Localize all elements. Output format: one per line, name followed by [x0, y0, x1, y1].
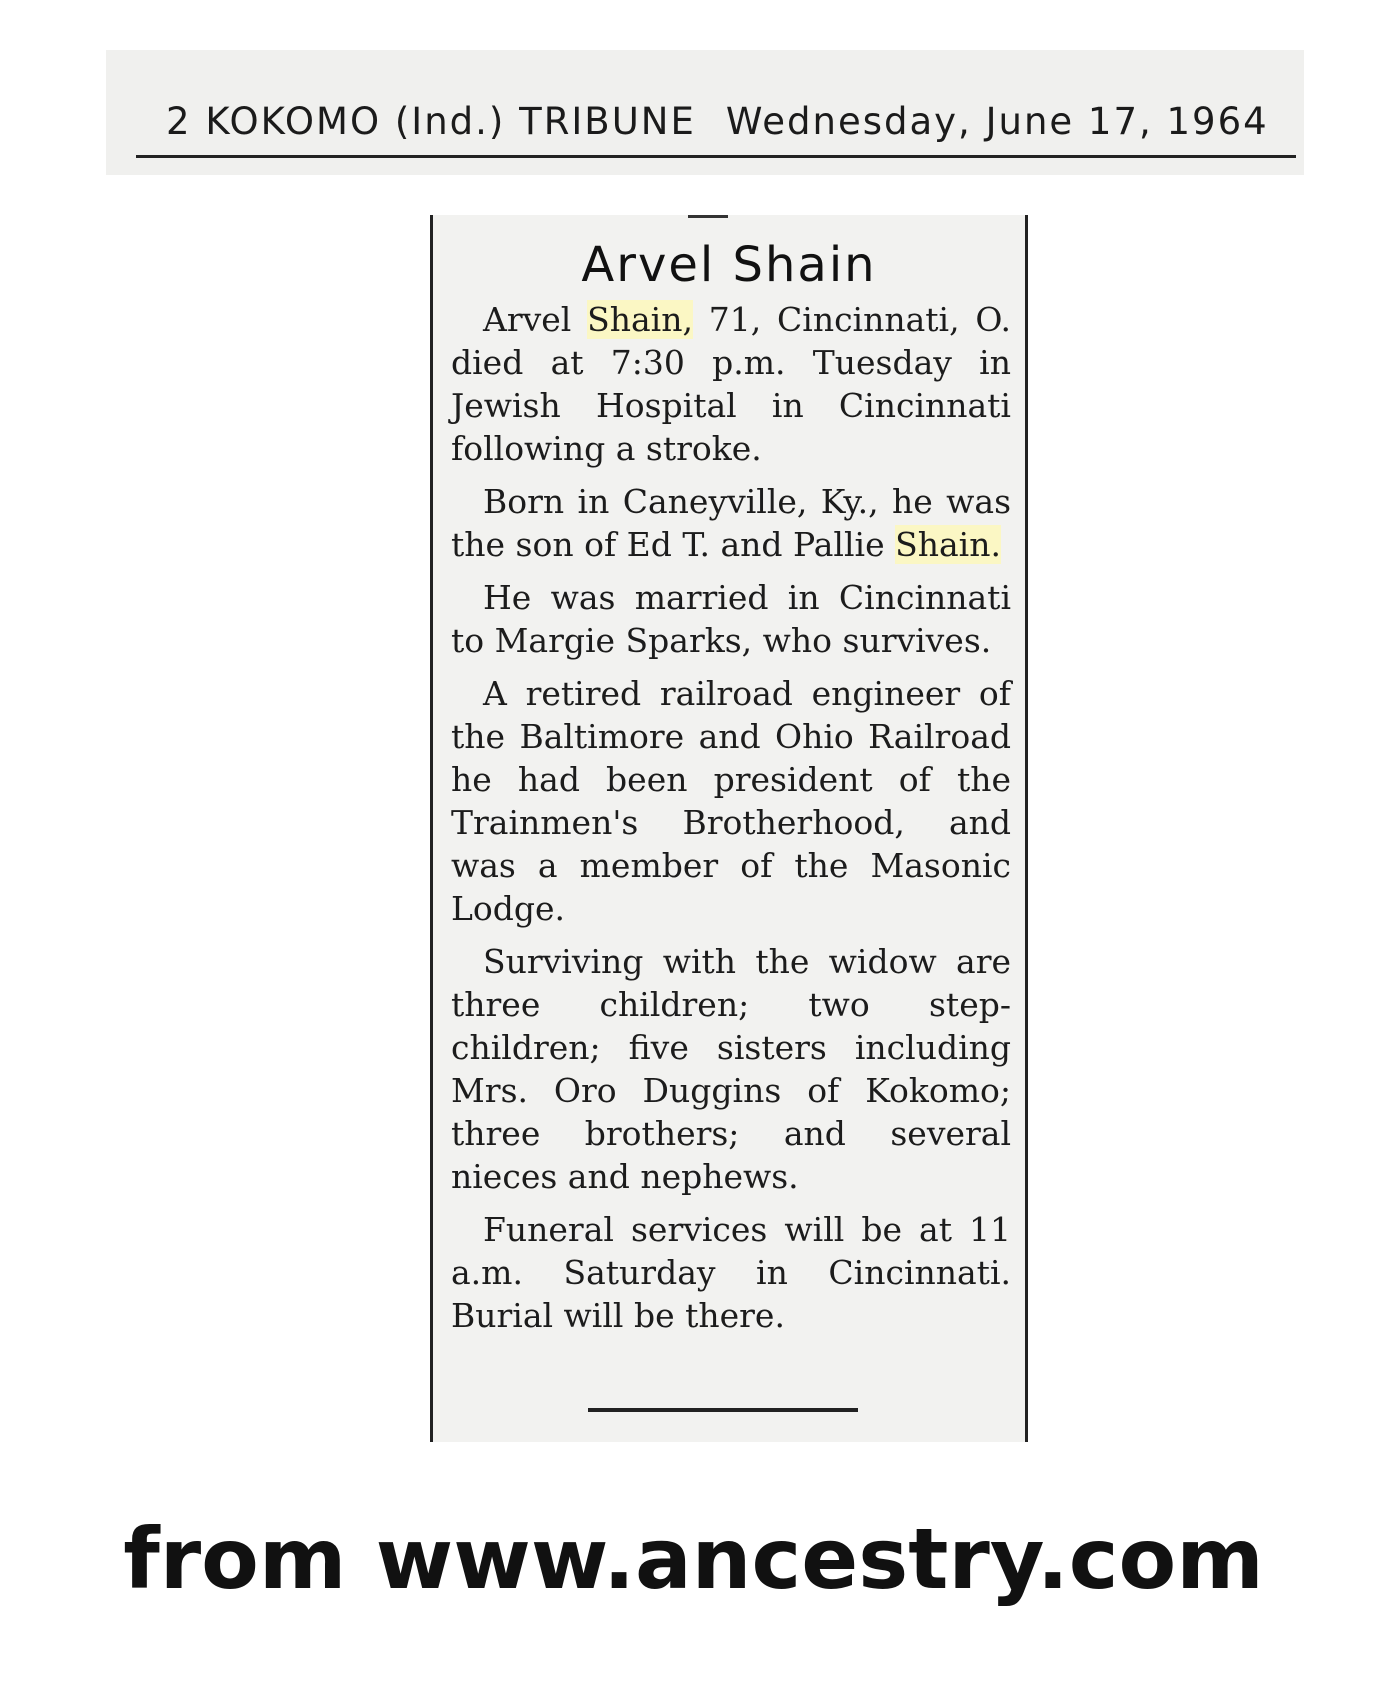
- paper-name: KOKOMO (Ind.) TRIBUNE: [205, 100, 696, 143]
- paragraph-birth: [451, 480, 1011, 566]
- column-end-rule: [588, 1408, 858, 1412]
- p1-pre: Arvel: [483, 300, 588, 339]
- p2-pre: Born in Caneyville, Ky., he was the son of Ed T. and Pallie: [451, 482, 1011, 564]
- newspaper-masthead: [106, 50, 1304, 175]
- obituary-clipping: [430, 215, 1028, 1442]
- highlighted-surname: Shain.: [895, 525, 1001, 564]
- highlighted-surname: Shain,: [587, 300, 693, 339]
- paragraph-survivors: Surviving with the widow are three children; two step-children; five sisters including Mrs. Oro Duggins of Kokomo; three brothers; and several nieces and nephews.: [451, 942, 1011, 1196]
- source-attribution: from www.ancestry.com: [123, 1510, 1264, 1608]
- issue-date: Wednesday, June 17, 1964: [725, 100, 1269, 143]
- obituary-body: [451, 298, 1011, 1347]
- column-top-mark: [688, 215, 728, 218]
- paragraph-marriage: He was married in Cincinnati to Margie Sparks, who survives.: [451, 578, 1011, 660]
- obituary-headline: Arvel Shain: [581, 237, 877, 293]
- masthead-text: [166, 100, 1269, 143]
- page-number: 2: [166, 100, 192, 143]
- paragraph-funeral: Funeral services will be at 11 a.m. Saturday in Cincinnati. Burial will be there.: [451, 1210, 1011, 1335]
- paragraph-career: A retired railroad engineer of the Baltimore and Ohio Railroad he had been president of the Trainmen's Brotherhood, and was a member of the Masonic Lodge.: [451, 674, 1011, 928]
- paragraph-death: [451, 298, 1011, 470]
- p1-post: 71, Cincinnati, O. died at 7:30 p.m. Tuesday in Jewish Hospital in Cincinnati following a stroke.: [451, 300, 1011, 468]
- masthead-rule: [136, 155, 1296, 158]
